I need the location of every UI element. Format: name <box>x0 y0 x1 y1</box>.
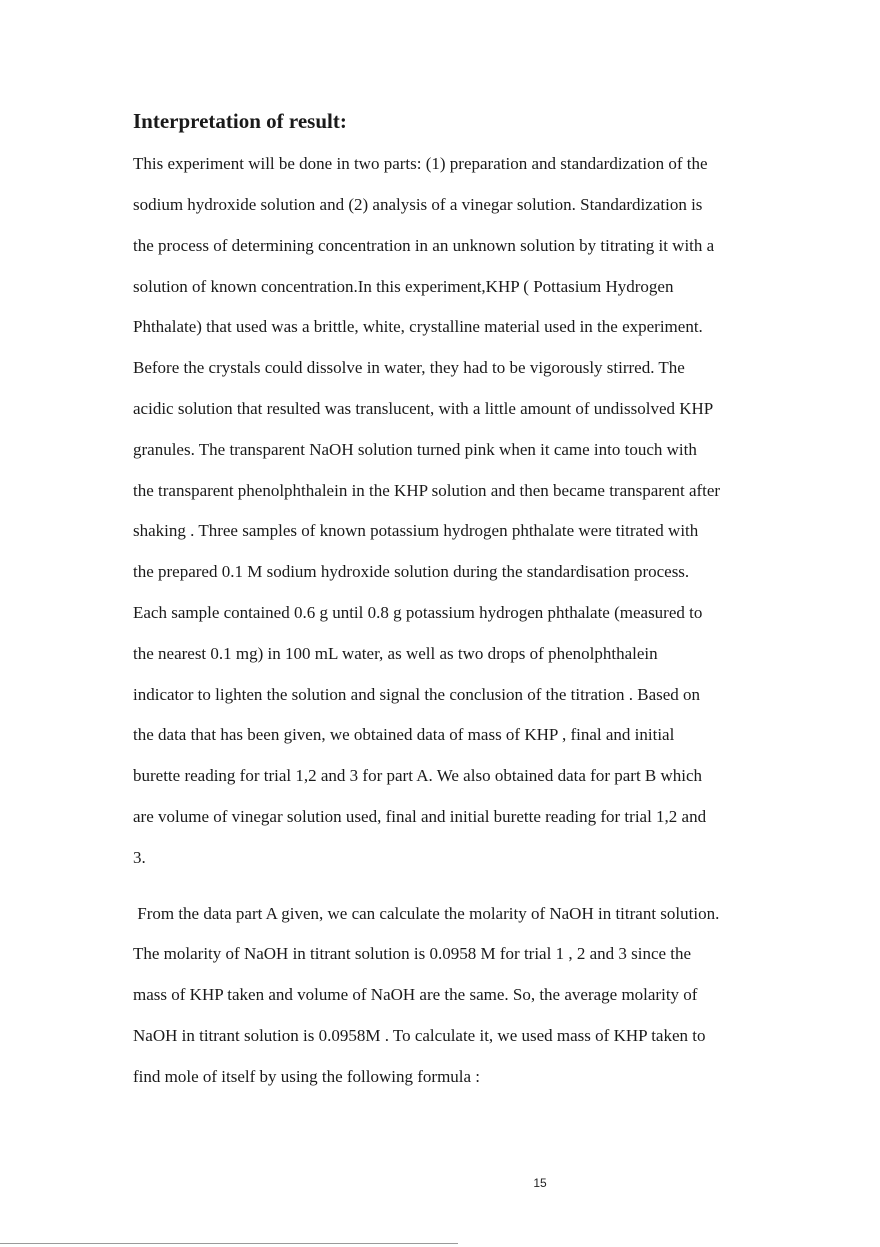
paragraph-line: are volume of vinegar solution used, final and initial burette reading for trial 1,2 and <box>133 807 707 826</box>
paragraph-line: shaking . Three samples of known potassium hydrogen phthalate were titrated with <box>133 521 699 540</box>
paragraph-line: the process of determining concentration in an unknown solution by titrating it with a <box>133 236 715 255</box>
paragraph-line: NaOH in titrant solution is 0.0958M . To calculate it, we used mass of KHP taken to <box>133 1026 706 1045</box>
paragraph-line: The molarity of NaOH in titrant solution is 0.0958 M for trial 1 , 2 and 3 since the <box>133 944 692 963</box>
paragraph-line: the prepared 0.1 M sodium hydroxide solution during the standardisation process. <box>133 562 690 581</box>
page-number: 15 <box>533 1176 547 1190</box>
paragraph-line: Each sample contained 0.6 g until 0.8 g potassium hydrogen phthalate (measured to <box>133 603 703 622</box>
paragraph-line: From the data part A given, we can calculate the molarity of NaOH in titrant solution. <box>133 904 720 923</box>
paragraph-line: mass of KHP taken and volume of NaOH are the same. So, the average molarity of <box>133 985 698 1004</box>
footer-divider <box>0 1243 458 1244</box>
paragraph-line: acidic solution that resulted was translucent, with a little amount of undissolved KHP <box>133 399 714 418</box>
paragraph-line: the data that has been given, we obtained data of mass of KHP , final and initial <box>133 725 675 744</box>
paragraph-line: 3. <box>133 848 146 867</box>
paragraph-line: burette reading for trial 1,2 and 3 for part A. We also obtained data for part B which <box>133 766 703 785</box>
paragraph-line: granules. The transparent NaOH solution turned pink when it came into touch with <box>133 440 697 459</box>
paragraph-line: the transparent phenolphthalein in the KHP solution and then became transparent after <box>133 481 721 500</box>
paragraph-line: Before the crystals could dissolve in water, they had to be vigorously stirred. The <box>133 358 685 377</box>
paragraph-line: solution of known concentration.In this experiment,KHP ( Pottasium Hydrogen <box>133 277 674 296</box>
paragraph-line: Phthalate) that used was a brittle, white, crystalline material used in the experiment. <box>133 317 703 336</box>
paragraph-line: indicator to lighten the solution and signal the conclusion of the titration . Based on <box>133 685 701 704</box>
paragraph-line: find mole of itself by using the following formula : <box>133 1067 481 1086</box>
paragraph-line: This experiment will be done in two parts: (1) preparation and standardization of the <box>133 154 708 173</box>
paragraph-line: sodium hydroxide solution and (2) analysis of a vinegar solution. Standardization is <box>133 195 703 214</box>
section-heading: Interpretation of result: <box>133 109 347 133</box>
paragraph-line: the nearest 0.1 mg) in 100 mL water, as well as two drops of phenolphthalein <box>133 644 658 663</box>
